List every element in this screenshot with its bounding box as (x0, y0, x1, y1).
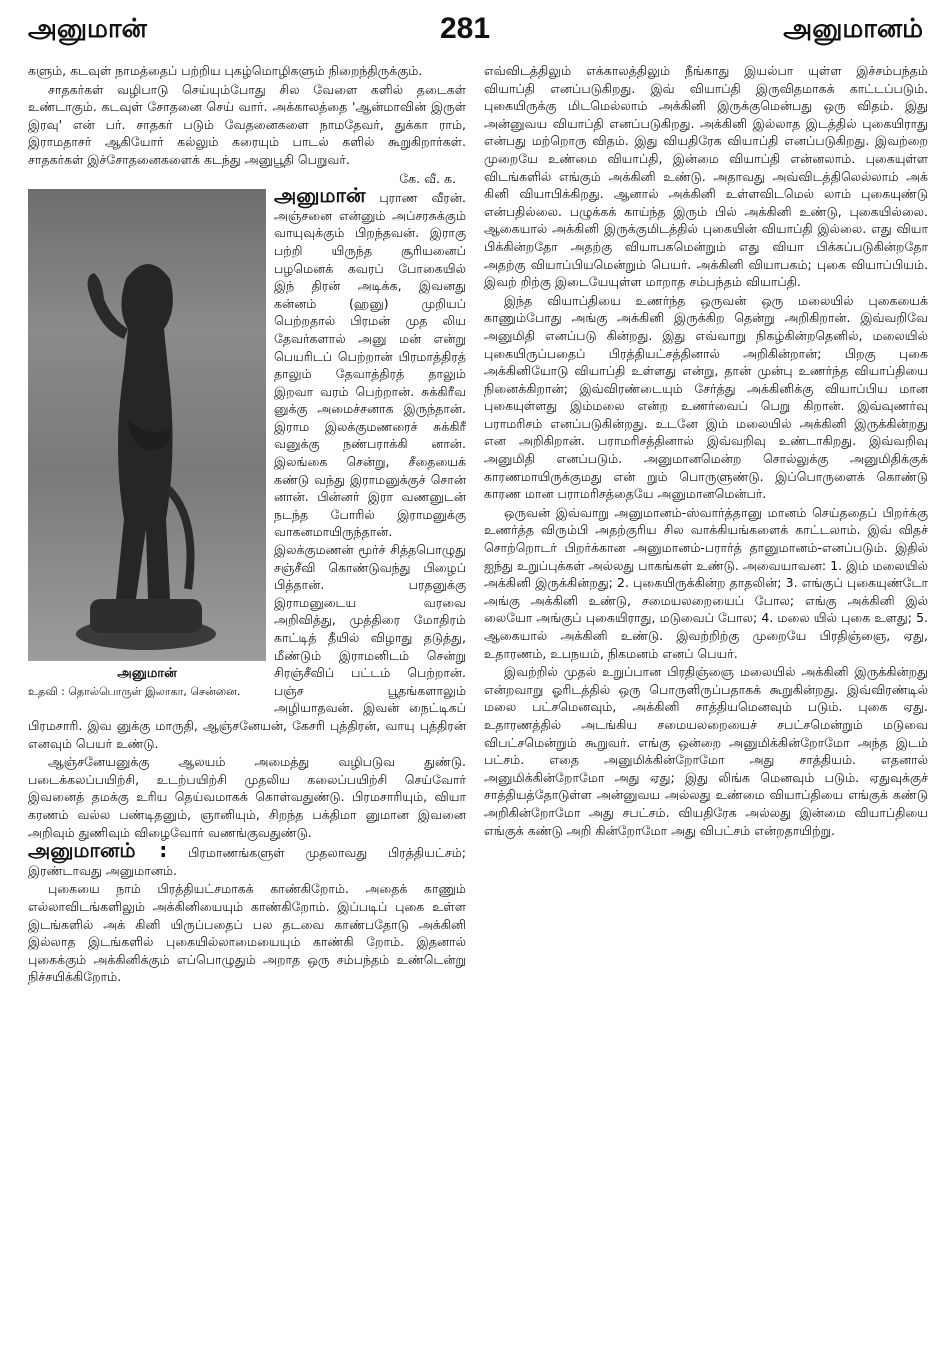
intro-paragraph-1: களும், கடவுள் நாமத்தைப் பற்றிய புகழ்மொழிகளும் நிறைந்திருக்கும். (28, 63, 423, 78)
intro-paragraph-2: சாதகர்கள் வழிபாடு செய்யும்போது சில வேளை களில் தடைகள் உண்டாகும். கடவுள் சோதனை செய் வார். அக்காலத்தை 'ஆன்மாவின் இருள் இரவு' என் பர். சாதகர் படும் வேதனைகளை நாமதேவர், துக்கா ராம், இராமதாசர் ஆகியோர் கல்லும் கரையும் பாடல் களில் கூறுகிறார்கள். சாதகர்கள் இச்சோதனைகளைக் கடந்து அனுபூதி பெறுவர். (28, 81, 466, 167)
figure-credit: உதவி : தொல்பொருள் இலாகா, சென்னை. (28, 684, 241, 698)
right-paragraph-4: இவற்றில் முதல் உறுப்பான பிரதிஞ்ஞை மலையில் அக்கினி இருக்கின்றது என்றவாறு ஓரிடத்தில் ஒரு பொருளிருப்பதாகக் கூறுகின்றது. இவ்விரண்டில் மலை பட்சமெனவும், அக்கினி சாத்தியமெனவும் படும். புகை ஏது. உதாரணத்தில் அடங்கிய சமையலறையைச் சபட்சமென்றும் மடுவை விபட்சமென்றும் கூறுவர். எங்கு ஒன்றை அனுமிக்கின்றோமோ அந்த இடம் பட்சம். எதை அனுமிக்கின்றோமோ அது சாத்தியம். எதனால் அனுமிக்கின்றோமோ அது ஏது; இது லிங்க மெனவும் படும். ஏதுவுக்குச் சாத்தியத்தோடுள்ள அன்னுவய அல்லது உண்மை வியாப்தியை எங்குக் கண்டு அறிகின்றோமோ அது சபட்சம். வியதிரேக அல்லது இன்மை வியாப்தியை எங்குக் கண்டு அறி கின்றோமோ அது விபட்சம் என்றதாயிற்று. (484, 664, 928, 838)
anuman-text-2: ஆஞ்சனேயனுக்கு ஆலயம் அமைத்து வழிபடுவ துண்டு. படைக்கலப்பயிற்சி, உடற்பயிற்சி முதலிய கலைப்பயிற்சி செய்வோர் இவனைத் தமக்கு உரிய தெய்வமாகக் கொள்வதுண்டு. பிரமசாரியும், வியா கரணம் வல்ல பண்டிதனும், ஞானியும், சிறந்த பக்திமா னுமான இவனை அறிவும் துணிவும் விழைவோர் வணங்குவதுண்டு. (28, 754, 466, 840)
anuman-headword: அனுமான் (274, 183, 366, 208)
anumanam-text-1: பிரமாணங்களுள் முதலாவது பிரத்தியட்சம்; இரண்டாவது அனுமானம். (28, 845, 466, 878)
anumanam-text-2: புகையை நாம் பிரத்தியட்சமாகக் காண்கிறோம். அதைக் காணும் எல்லாவிடங்களிலும் அக்கினியையும் காண்கிறோம். இப்படிப் புகை உள்ள இடங்களில் அக் கினி யிருப்பதைப் பல தடவை காண்பதோடு அக்கினி இல்லாத இடங்களில் புகையில்லாமையையும் காண்கி றோம். இதனால் புகைக்கும் அக்கினிக்கும் எப்பொழுதும் அறாத ஒரு சம்பந்தம் உண்டென்று நிச்சயிக்கிறோம். (28, 881, 466, 985)
right-paragraph-1: எவ்விடத்திலும் எக்காலத்திலும் நீங்காது இயல்பா யுள்ள இச்சம்பந்தம் வியாப்தி எனப்படுகிறது. இவ் வியாப்தி இருவிதமாகக் காட்டப்படும். புகையிருக்கு மிடமெல்லாம் அக்கினி இருக்குமென்பது ஒரு விதம். இது அன்னுவய வியாப்தி எனப்படுகிறது. அக்கினி இல்லாத இடத்தில் புகையிராது என்பது மற்றொரு விதம். இது வியதிரேக வியாப்தி எனப்படுகிறது. இவற்றை முறையே உண்மை வியாப்தி, இன்மை வியாப்தி என்னலாம். புகையுள்ள விடங்களில் எங்கும் அக்கினி உண்டு. அதாவது அவ்விடத்திலெல்லாம் அக் கினி வியாபிக்கிறது. ஆனால் அக்கினி உள்ளவிடமெல் லாம் புகையுண்டு என்பதில்லை. பழுக்கக் காய்ந்த இரும் பில் அக்கினி உண்டு, புகையில்லை. ஆகையால் அக்கினி இருக்குமிடத்தில் புகையின் வியாப்தி இல்லை. எது வியா பிக்கின்றதோ அதற்கு வியாபகமென்றும் எது வியா பிக்கப்படுகின்றதோ அதற்கு வியாப்பியமென்றும் பெயர். அக்கினி வியாபகம்; புகை வியாப்பியம். இவற் றிற்கு இடையேயுள்ள மாறாத சம்பந்தம் வியாப்தி. (484, 63, 928, 290)
running-head-left: அனுமான் (28, 14, 147, 44)
running-head-right: அனுமானம் (783, 14, 923, 44)
anumanam-entry-first (28, 838, 466, 879)
right-column (484, 62, 928, 1352)
author-signature: கே. வீ. க. (399, 170, 456, 186)
page-number: 281 (440, 12, 491, 45)
hanuman-statue-photo (28, 189, 266, 661)
right-paragraph-2: இந்த வியாப்தியை உணர்ந்த ஒருவன் ஒரு மலையில் புகையைக் காணும்போது அங்கு அக்கினி இருக்கிற தென்று அறிகிறான். இவ்வறிவே அனுமிதி எனப்படு கின்றது. இது எவ்வாறு நிகழ்கின்றதெனில், மலையில் புகையிருப்பதைப் பிரத்தியட்சத்தினால் அறிகின்றான்; பிறகு புகை அக்கினியோடு வியாப்தி உள்ளது என்று, தான் முன்பு உணர்ந்த வியாப்தியை நினைக்கிறான்; இவ்விரண்டையும் சேர்த்து அக்கினிக்கு வியாப்பிய மான புகையுள்ளது இம்மலை என்ற உணர்வைப் பெறு கிறான். இவ்வுணர்வு பராமரிசம் எனப்படுகின்றது. உடனே இம் மலையில் அக்கினி இருக்கின்றது என அறிகிறான். பராமரிசத்தினால் இவ்வறிவு உண்டாகிறது. இவ்வறிவு அனுமிதி எனப்படும். அனுமானமென்ற சொல்லுக்கு அனுமிதிக்குக் காரணமாயிருக்குமது என் றும் பொருளுண்டு. இப்பொருளைக் கொண்டு காரண மான பராமரிசத்தையே அனுமானமென்பர். (484, 292, 928, 502)
anumanam-headword: அனுமானம் : (28, 838, 168, 863)
page-header (0, 0, 945, 60)
figure-caption: அனுமான் (117, 666, 177, 682)
right-paragraph-3: ஒருவன் இவ்வாறு அனுமானம்-ஸ்வார்த்தானு மானம் செய்ததைப் பிறர்க்கு உணர்த்த விரும்பி அதற்குரிய சில வாக்கியங்களைக் காட்டலாம். இவ் விதச் சொற்றொடர் பிறர்க்கான அனுமானம்-பரார்த் தானுமானம்-எனப்படும். இதில் ஐந்து உறுப்புக்கள் அல்லது பாகங்கள் உண்டு. அவையாவன: 1. இம் மலையில் அக்கினி இருக்கின்றது; 2. புகையிருக்கின்ற தாதலின்; 3. எங்குப் புகையுண்டோ அங்கு அக்கினி உண்டு, சமையலறையைப் போல; எங்கு அக்கினி இல் லையோ அங்குப் புகையிராது, மடுவைப் போல; 4. மலை யில் புகை உளது; 5. ஆகையால் அக்கினி உண்டு. இவற்றிற்கு முறையே பிரதிஞ்ஞை, ஏது, உதாரணம், உபநயம், நிகமனம் எனப் பெயர். (484, 504, 928, 661)
anuman-entry-first (28, 183, 466, 752)
left-column (28, 62, 466, 1352)
hanuman-figure (28, 189, 266, 699)
hanuman-statue-icon (28, 189, 266, 661)
anuman-text-1: புராண வீரன். அஞ்சனை என்னும் அப்சரசுக்கும் வாயுவுக்கும் பிறந்தவன். இராகு பற்றி யிருந்த சூரியனைப் பழமெனக் கவரப் போகையில் இந் திரன் அடிக்க, இவனது கன்னம் (ஹனு) முறியப் பெற்றதால் பிரமன் முத லிய தேவர்களால் அனு மன் என்று பெயரிடப் பெற்றான் பிரமாத்திரத் தாலும் தேவாத்திரத் தாலும் இறவா வரம் பெற்றான். சுக்கிரீவ னுக்கு அமைச்சனாக இருந்தான். இராம இலக்குமணரைச் சுக்கிரீ வனுக்கு நண்பராக்கி னான். இலங்கை சென்று, சீதையைக் கண்டு வந்து இராமனுக்குச் சொன் னான். பின்னர் இரா வணனுடன் நடந்த போரில் இராமனுக்கு வாகனமாயிருந்தான். இலக்குமணன் மூர்ச் சித்தபொழுது சஞ்சீவி கொண்டுவந்து பிழைப் பித்தான். பரதனுக்கு இராமனுடைய வரவை அறிவித்து, முத்திரை மோதிரம் காட்டித் தீயில் விழாது தடுத்து, மீண்டும் இராமனிடம் சென்று சிரஞ்சீவிப் பட்டம் பெற்றான். பஞ்ச பூதங்களாலும் அழியாதவன். இவன் நைட்டிகப் பிரமசாரி. இவ னுக்கு மாருதி, ஆஞ்சனேயன், கேசரி புத்திரன், வாயு புத்திரன் எனவும் பெயர் உண்டு. (28, 190, 466, 751)
